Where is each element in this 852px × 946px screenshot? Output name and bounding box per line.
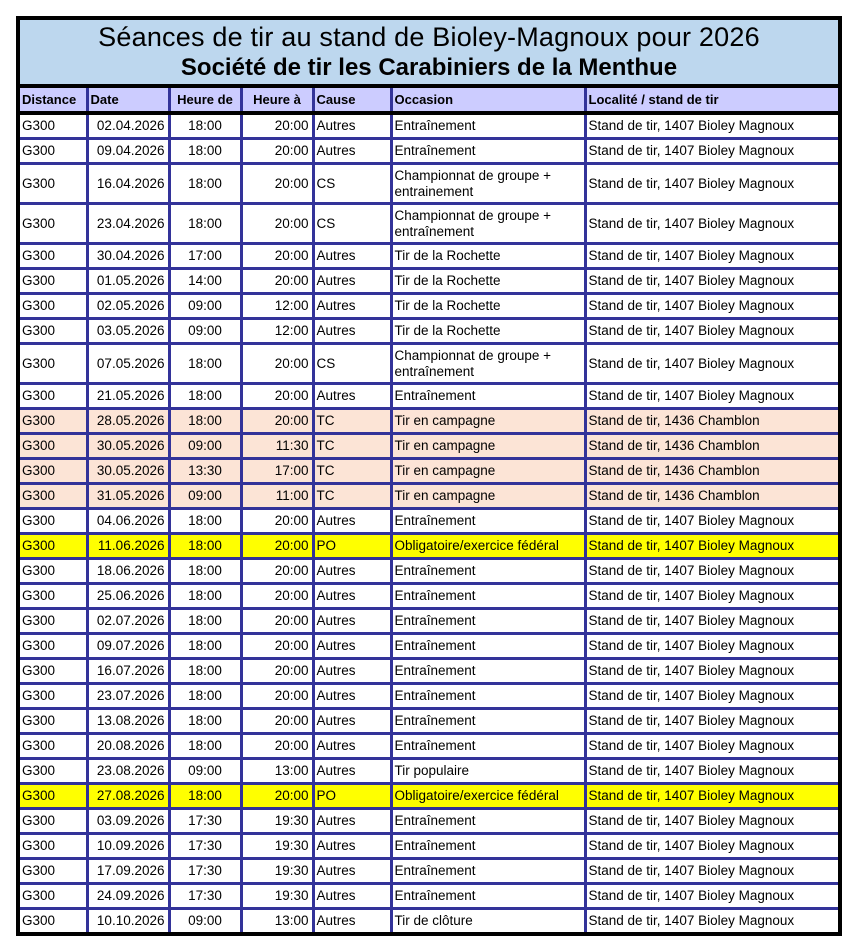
cell-to: 20:00	[241, 634, 313, 659]
table-row	[20, 784, 838, 809]
cell-location: Stand de tir, 1407 Bioley Magnoux	[585, 559, 838, 584]
cell-cause: Autres	[313, 269, 391, 294]
cell-location: Stand de tir, 1407 Bioley Magnoux	[585, 269, 838, 294]
cell-location: Stand de tir, 1407 Bioley Magnoux	[585, 584, 838, 609]
cell-occasion: Tir de la Rochette	[391, 294, 585, 319]
cell-from: 18:00	[169, 609, 241, 634]
cell-occasion: Tir de la Rochette	[391, 244, 585, 269]
cell-location: Stand de tir, 1436 Chamblon	[585, 484, 838, 509]
cell-occasion: Entraînement	[391, 384, 585, 409]
cell-distance: G300	[20, 269, 87, 294]
cell-location: Stand de tir, 1407 Bioley Magnoux	[585, 113, 838, 139]
cell-location: Stand de tir, 1407 Bioley Magnoux	[585, 634, 838, 659]
cell-date: 11.06.2026	[87, 534, 169, 559]
cell-location: Stand de tir, 1407 Bioley Magnoux	[585, 139, 838, 164]
cell-occasion: Entraînement	[391, 609, 585, 634]
cell-to: 12:00	[241, 294, 313, 319]
cell-distance: G300	[22, 118, 56, 133]
cell-date: 13.08.2026	[87, 709, 169, 734]
cell-from: 18:00	[169, 384, 241, 409]
cell-cause: Autres	[313, 659, 391, 684]
cell-occasion: Championnat de groupe + entraînement	[391, 344, 585, 384]
cell-distance: G300	[20, 609, 87, 634]
cell-location: Stand de tir, 1407 Bioley Magnoux	[585, 344, 838, 384]
cell-location: Stand de tir, 1407 Bioley Magnoux	[585, 734, 838, 759]
cell-distance: G300	[20, 809, 87, 834]
cell-date: 02.05.2026	[87, 294, 169, 319]
table-row	[20, 484, 838, 509]
table-row	[20, 319, 838, 344]
table-row	[20, 164, 838, 204]
cell-date: 09.07.2026	[87, 634, 169, 659]
cell-occasion: Entraînement	[391, 809, 585, 834]
cell-date: 03.05.2026	[87, 319, 169, 344]
column-header-to: Heure à	[241, 88, 313, 113]
table-row	[20, 384, 838, 409]
cell-occasion: Entraînement	[391, 859, 585, 884]
cell-distance: G300	[20, 859, 87, 884]
cell-from: 18:00	[169, 734, 241, 759]
cell-from: 18:00	[169, 509, 241, 534]
cell-location: Stand de tir, 1407 Bioley Magnoux	[585, 319, 838, 344]
cell-occasion: Championnat de groupe + entraînement	[391, 204, 585, 244]
table-row	[20, 294, 838, 319]
cell-to: 20:00	[241, 584, 313, 609]
cell-occasion: Entraînement	[391, 509, 585, 534]
cell-occasion: Entraînement	[391, 584, 585, 609]
cell-date: 09.04.2026	[87, 139, 169, 164]
cell-cause: Autres	[313, 634, 391, 659]
cell-occasion: Entraînement	[391, 634, 585, 659]
cell-date: 30.05.2026	[87, 459, 169, 484]
cell-to: 20:00	[241, 659, 313, 684]
cell-location: Stand de tir, 1407 Bioley Magnoux	[585, 784, 838, 809]
cell-to: 17:00	[241, 459, 313, 484]
cell-from: 14:00	[169, 269, 241, 294]
table-row	[20, 859, 838, 884]
cell-from: 17:00	[169, 244, 241, 269]
cell-from: 18:00	[169, 784, 241, 809]
cell-cause: Autres	[313, 909, 391, 933]
table-row	[20, 559, 838, 584]
cell-distance: G300	[20, 534, 87, 559]
cell-location: Stand de tir, 1436 Chamblon	[585, 409, 838, 434]
cell-cause: Autres	[313, 759, 391, 784]
cell-date: 21.05.2026	[87, 384, 169, 409]
cell-occasion: Tir en campagne	[391, 484, 585, 509]
cell-date: 23.04.2026	[87, 204, 169, 244]
cell-cause: CS	[313, 204, 391, 244]
table-header-row	[20, 88, 838, 113]
cell-location: Stand de tir, 1407 Bioley Magnoux	[585, 834, 838, 859]
cell-from: 18:00	[169, 659, 241, 684]
table-row	[20, 684, 838, 709]
cell-cause: TC	[313, 459, 391, 484]
cell-occasion: Obligatoire/exercice fédéral	[391, 534, 585, 559]
cell-distance: G300	[20, 884, 87, 909]
cell-date: 18.06.2026	[87, 559, 169, 584]
cell-date: 02.04.2026	[87, 113, 169, 139]
cell-from: 18:00	[169, 559, 241, 584]
cell-to: 20:00	[241, 204, 313, 244]
cell-occasion: Championnat de groupe + entrainement	[391, 164, 585, 204]
cell-to: 20:00	[241, 164, 313, 204]
cell-distance: G300	[20, 244, 87, 269]
cell-occasion: Entraînement	[391, 834, 585, 859]
cell-cause: Autres	[313, 884, 391, 909]
cell-distance: G300	[20, 759, 87, 784]
cell-cause: PO	[313, 784, 391, 809]
cell-from: 17:30	[169, 809, 241, 834]
cell-date: 20.08.2026	[87, 734, 169, 759]
cell-cause: Autres	[313, 584, 391, 609]
cell-from: 18:00	[169, 684, 241, 709]
table-row	[20, 634, 838, 659]
cell-date: 23.07.2026	[87, 684, 169, 709]
table-row	[20, 244, 838, 269]
table-row	[20, 759, 838, 784]
cell-location: Stand de tir, 1407 Bioley Magnoux	[585, 384, 838, 409]
cell-cause: Autres	[313, 244, 391, 269]
cell-occasion: Entraînement	[391, 734, 585, 759]
cell-to: 20:00	[241, 684, 313, 709]
cell-to: 11:30	[241, 434, 313, 459]
cell-distance: G300	[20, 634, 87, 659]
cell-occasion: Entraînement	[391, 659, 585, 684]
cell-from: 18:00	[169, 709, 241, 734]
cell-cause: Autres	[313, 294, 391, 319]
cell-to: 13:00	[241, 759, 313, 784]
cell-to: 19:30	[241, 884, 313, 909]
cell-cause: Autres	[313, 684, 391, 709]
cell-date: 01.05.2026	[87, 269, 169, 294]
cell-date: 31.05.2026	[87, 484, 169, 509]
cell-distance: G300	[20, 684, 87, 709]
cell-distance: G300	[20, 659, 87, 684]
cell-date: 16.04.2026	[87, 164, 169, 204]
cell-to: 20:00	[241, 244, 313, 269]
cell-cause: Autres	[313, 509, 391, 534]
cell-location: Stand de tir, 1436 Chamblon	[585, 434, 838, 459]
cell-distance: G300	[20, 409, 87, 434]
table-row	[20, 409, 838, 434]
cell-date: 25.06.2026	[87, 584, 169, 609]
table-body	[20, 113, 838, 932]
cell-distance: G300	[20, 734, 87, 759]
column-header-location: Localité / stand de tir	[585, 88, 838, 113]
cell-date: 30.04.2026	[87, 244, 169, 269]
cell-cause: Autres	[313, 384, 391, 409]
cell-distance: G300	[20, 484, 87, 509]
column-header-from: Heure de	[169, 88, 241, 113]
cell-location: Stand de tir, 1407 Bioley Magnoux	[585, 909, 838, 933]
column-header-date: Date	[87, 88, 169, 113]
cell-cause: Autres	[313, 834, 391, 859]
cell-from: 18:00	[169, 164, 241, 204]
cell-from: 09:00	[169, 759, 241, 784]
cell-from: 18:00	[169, 534, 241, 559]
cell-to: 20:00	[241, 384, 313, 409]
cell-from: 09:00	[169, 319, 241, 344]
cell-from: 09:00	[169, 434, 241, 459]
cell-distance: G300	[20, 164, 87, 204]
cell-occasion: Entraînement	[391, 884, 585, 909]
cell-distance: G300	[20, 834, 87, 859]
cell-location: Stand de tir, 1407 Bioley Magnoux	[585, 534, 838, 559]
cell-cause: Autres	[313, 809, 391, 834]
table-row	[20, 834, 838, 859]
cell-from: 09:00	[169, 484, 241, 509]
column-header-cause: Cause	[313, 88, 391, 113]
cell-occasion: Entraînement	[391, 559, 585, 584]
cell-location: Stand de tir, 1407 Bioley Magnoux	[585, 709, 838, 734]
cell-location: Stand de tir, 1407 Bioley Magnoux	[585, 809, 838, 834]
table-row	[20, 659, 838, 684]
cell-location: Stand de tir, 1407 Bioley Magnoux	[585, 164, 838, 204]
cell-distance: G300	[20, 559, 87, 584]
cell-from: 17:30	[169, 834, 241, 859]
table-row	[20, 884, 838, 909]
cell-to: 19:30	[241, 834, 313, 859]
cell-to: 20:00	[241, 509, 313, 534]
table-row	[20, 609, 838, 634]
cell-location: Stand de tir, 1407 Bioley Magnoux	[585, 609, 838, 634]
cell-occasion: Tir populaire	[391, 759, 585, 784]
cell-from: 18:00	[169, 113, 241, 139]
cell-date: 24.09.2026	[87, 884, 169, 909]
page-title: Séances de tir au stand de Bioley-Magnoux pour 2026	[98, 22, 760, 52]
cell-cause: TC	[313, 409, 391, 434]
table-row	[20, 734, 838, 759]
cell-from: 13:30	[169, 459, 241, 484]
cell-occasion: Tir de la Rochette	[391, 269, 585, 294]
cell-cause: Autres	[313, 709, 391, 734]
cell-date: 03.09.2026	[87, 809, 169, 834]
table-row	[20, 344, 838, 384]
cell-date: 17.09.2026	[87, 859, 169, 884]
column-header-distance: Distance	[20, 88, 87, 113]
cell-to: 13:00	[241, 909, 313, 933]
cell-to: 20:00	[241, 344, 313, 384]
cell-location: Stand de tir, 1407 Bioley Magnoux	[585, 244, 838, 269]
cell-cause: Autres	[313, 609, 391, 634]
cell-location: Stand de tir, 1407 Bioley Magnoux	[585, 684, 838, 709]
cell-to: 12:00	[241, 319, 313, 344]
cell-date: 28.05.2026	[87, 409, 169, 434]
cell-to: 20:00	[241, 139, 313, 164]
cell-cause: Autres	[313, 319, 391, 344]
cell-occasion: Entraînement	[391, 684, 585, 709]
cell-from: 09:00	[169, 909, 241, 933]
cell-cause: CS	[313, 344, 391, 384]
table-row	[20, 909, 838, 933]
cell-date: 16.07.2026	[87, 659, 169, 684]
cell-to: 20:00	[241, 534, 313, 559]
table-row	[20, 709, 838, 734]
cell-date: 10.10.2026	[87, 909, 169, 933]
cell-to: 20:00	[241, 709, 313, 734]
cell-to: 20:00	[241, 784, 313, 809]
cell-to: 20:00	[241, 734, 313, 759]
table-row	[20, 204, 838, 244]
cell-cause: TC	[313, 484, 391, 509]
cell-date: 27.08.2026	[87, 784, 169, 809]
table-row	[20, 434, 838, 459]
cell-date: 30.05.2026	[87, 434, 169, 459]
cell-location: Stand de tir, 1407 Bioley Magnoux	[585, 509, 838, 534]
cell-to: 20:00	[241, 559, 313, 584]
cell-cause: PO	[313, 534, 391, 559]
cell-to: 20:00	[241, 113, 313, 139]
cell-distance: G300	[20, 384, 87, 409]
cell-cause: Autres	[313, 559, 391, 584]
cell-date: 23.08.2026	[87, 759, 169, 784]
table-row	[20, 534, 838, 559]
table-row	[20, 584, 838, 609]
cell-occasion: Entraînement	[391, 139, 585, 164]
cell-location: Stand de tir, 1407 Bioley Magnoux	[585, 759, 838, 784]
cell-cause: TC	[313, 434, 391, 459]
column-header-occasion: Occasion	[391, 88, 585, 113]
cell-date: 02.07.2026	[87, 609, 169, 634]
schedule-table	[20, 88, 838, 932]
cell-from: 18:00	[169, 634, 241, 659]
cell-occasion: Obligatoire/exercice fédéral	[391, 784, 585, 809]
cell-occasion: Entraînement	[391, 113, 585, 139]
cell-distance: G300	[20, 319, 87, 344]
table-row	[20, 113, 838, 139]
cell-to: 19:30	[241, 859, 313, 884]
cell-location: Stand de tir, 1407 Bioley Magnoux	[585, 294, 838, 319]
cell-distance: G300	[20, 784, 87, 809]
cell-distance: G300	[20, 459, 87, 484]
table-row	[20, 459, 838, 484]
cell-distance: G300	[20, 139, 87, 164]
cell-to: 11:00	[241, 484, 313, 509]
cell-distance: G300	[20, 909, 87, 933]
title-block	[20, 20, 838, 88]
cell-to: 20:00	[241, 409, 313, 434]
cell-distance: G300	[20, 294, 87, 319]
cell-date: 04.06.2026	[87, 509, 169, 534]
cell-to: 20:00	[241, 269, 313, 294]
cell-from: 18:00	[169, 139, 241, 164]
table-row	[20, 809, 838, 834]
table-row	[20, 139, 838, 164]
cell-occasion: Tir en campagne	[391, 409, 585, 434]
cell-from: 18:00	[169, 584, 241, 609]
cell-from: 09:00	[169, 294, 241, 319]
cell-date: 07.05.2026	[87, 344, 169, 384]
cell-distance: G300	[20, 509, 87, 534]
cell-location: Stand de tir, 1407 Bioley Magnoux	[585, 859, 838, 884]
cell-distance: G300	[20, 344, 87, 384]
cell-distance: G300	[20, 204, 87, 244]
cell-occasion: Entraînement	[391, 709, 585, 734]
schedule-sheet	[16, 16, 842, 936]
cell-cause: Autres	[313, 139, 391, 164]
cell-from: 17:30	[169, 884, 241, 909]
cell-location: Stand de tir, 1407 Bioley Magnoux	[585, 659, 838, 684]
cell-distance: G300	[20, 434, 87, 459]
cell-location: Stand de tir, 1436 Chamblon	[585, 459, 838, 484]
cell-distance: G300	[20, 709, 87, 734]
cell-to: 20:00	[241, 609, 313, 634]
cell-from: 18:00	[169, 344, 241, 384]
cell-cause: Autres	[313, 113, 391, 139]
cell-occasion: Tir en campagne	[391, 459, 585, 484]
cell-cause: Autres	[313, 859, 391, 884]
cell-occasion: Tir en campagne	[391, 434, 585, 459]
cell-distance: G300	[20, 584, 87, 609]
cell-date: 10.09.2026	[87, 834, 169, 859]
cell-from: 18:00	[169, 409, 241, 434]
page-subtitle: Société de tir les Carabiniers de la Menthue	[180, 54, 678, 81]
cell-to: 19:30	[241, 809, 313, 834]
cell-location: Stand de tir, 1407 Bioley Magnoux	[585, 884, 838, 909]
cell-cause: CS	[313, 164, 391, 204]
cell-from: 17:30	[169, 859, 241, 884]
table-row	[20, 509, 838, 534]
cell-location: Stand de tir, 1407 Bioley Magnoux	[585, 204, 838, 244]
cell-from: 18:00	[169, 204, 241, 244]
cell-occasion: Tir de clôture	[391, 909, 585, 933]
cell-cause: Autres	[313, 734, 391, 759]
cell-occasion: Tir de la Rochette	[391, 319, 585, 344]
table-row	[20, 269, 838, 294]
